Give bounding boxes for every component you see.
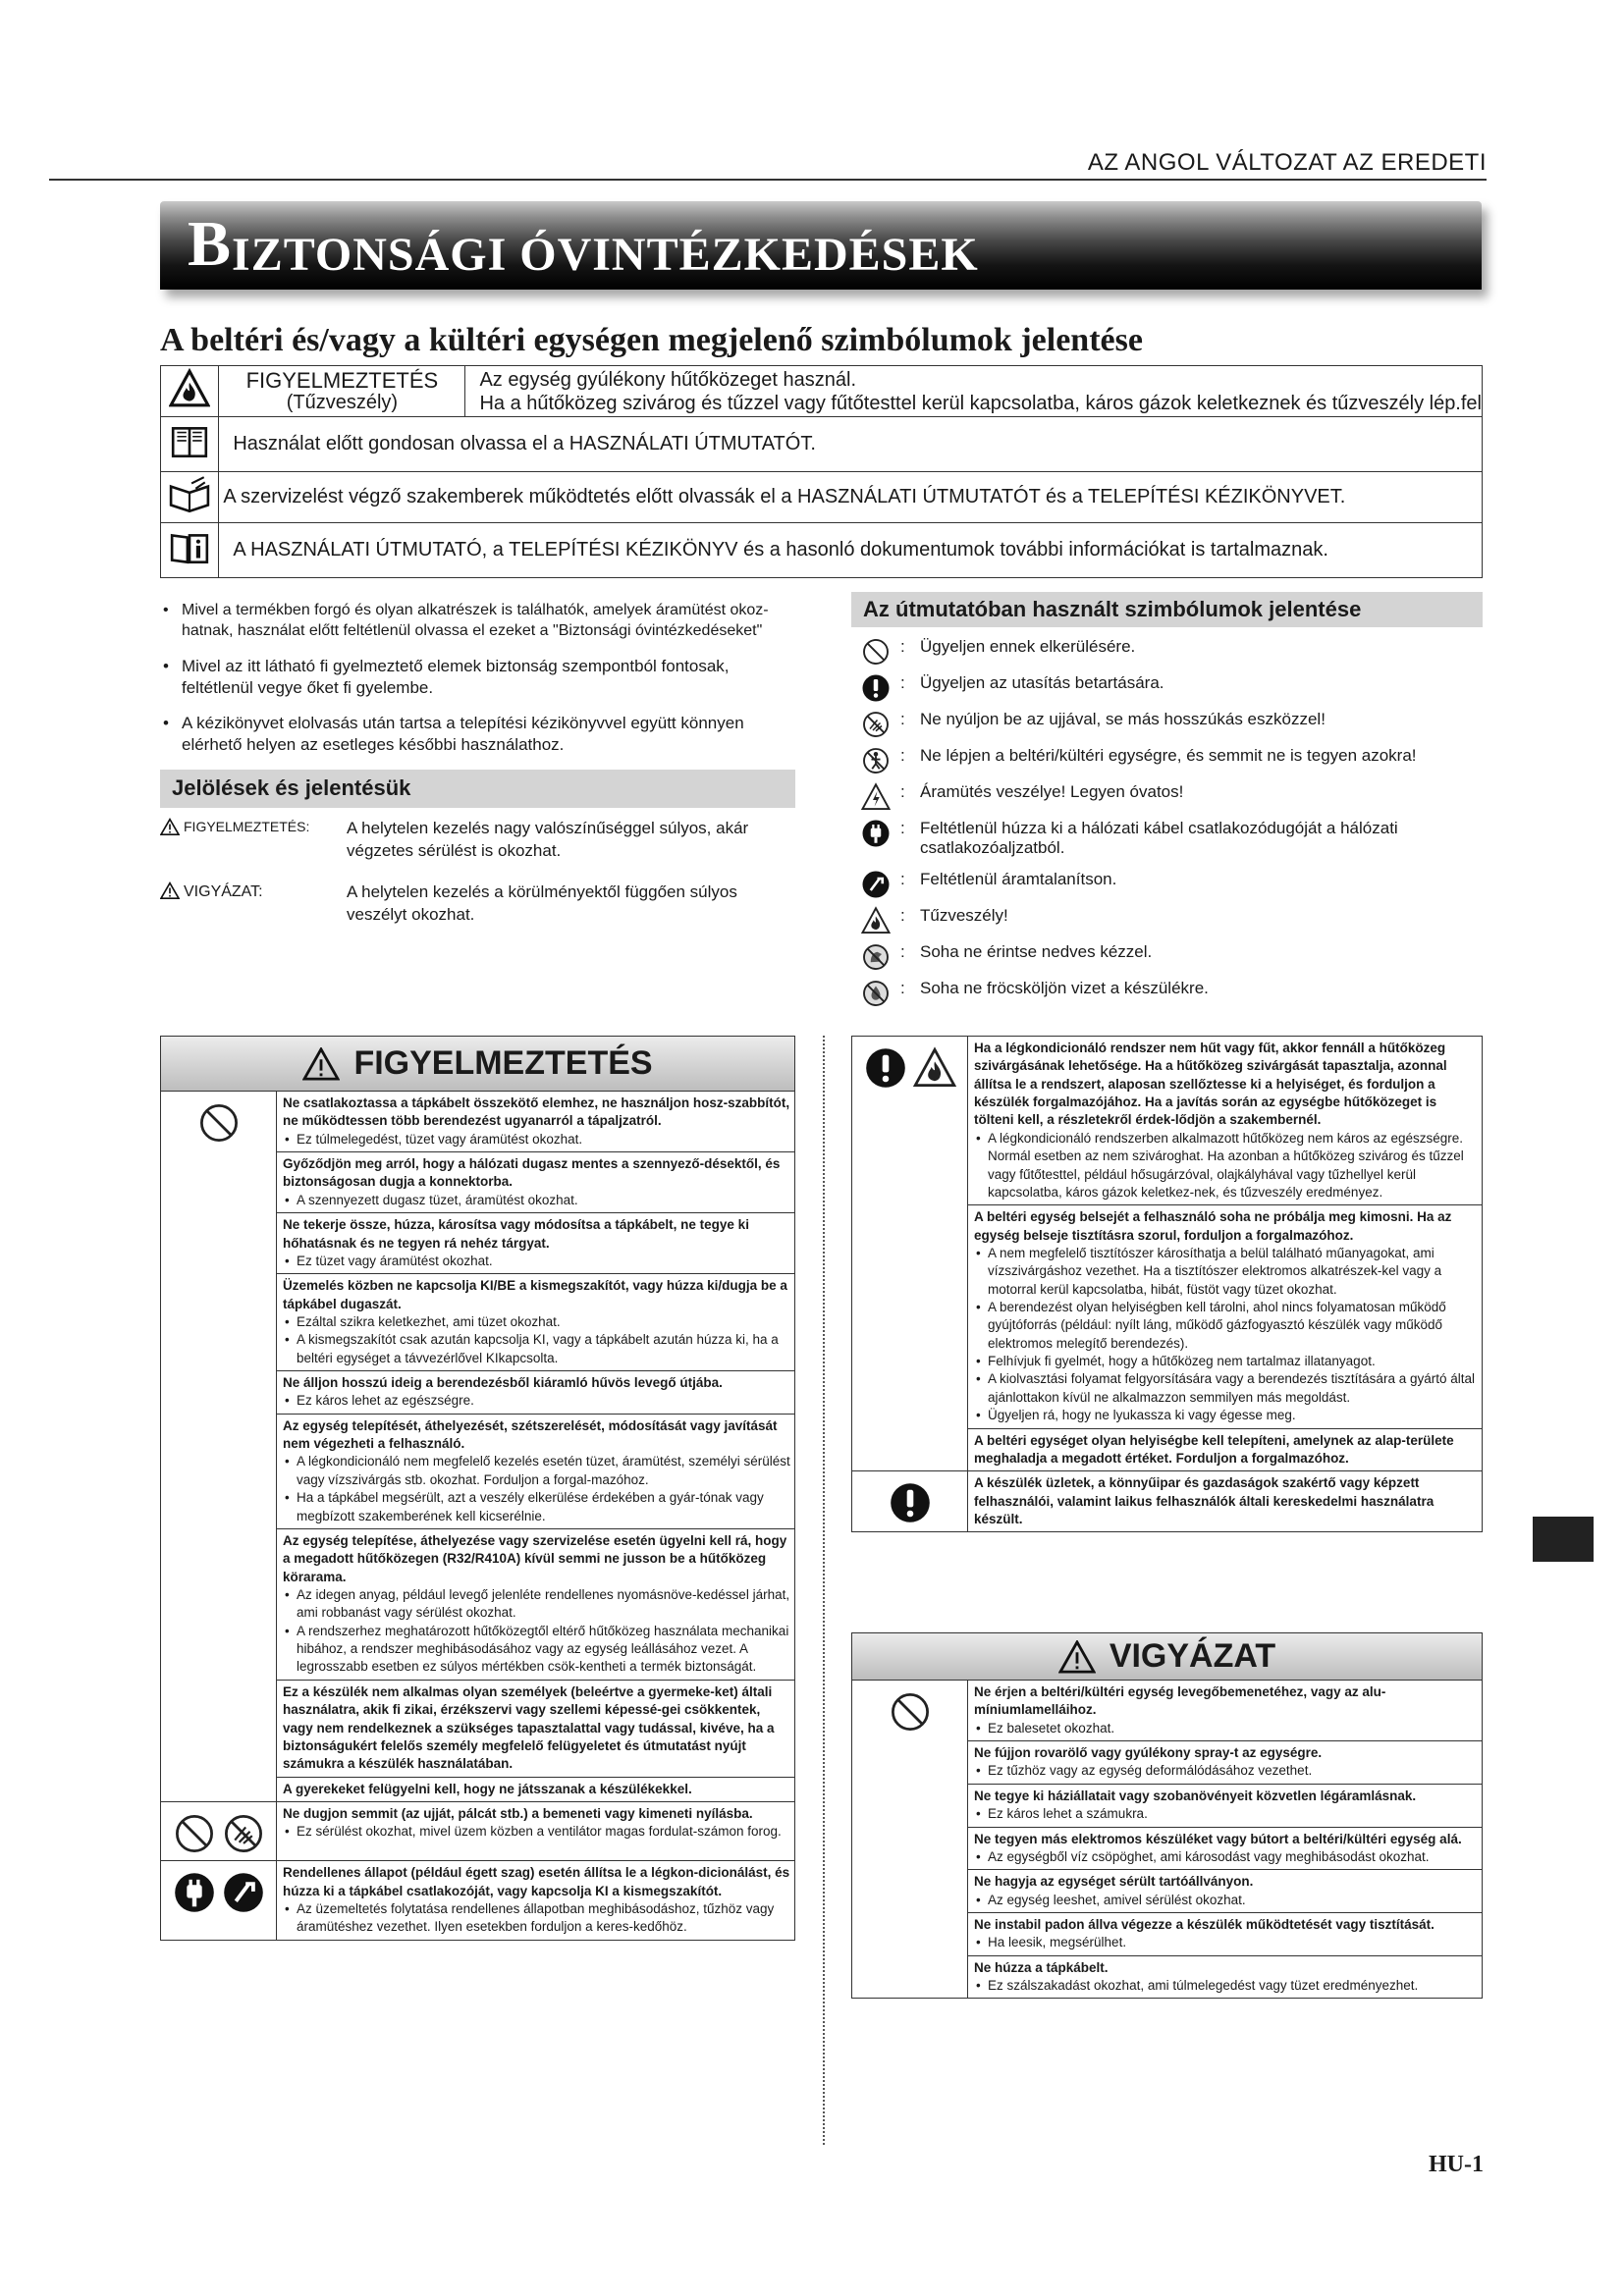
symbol-meaning: Ügyeljen az utasítás betartására. bbox=[920, 673, 1164, 692]
page-title: IZTONSÁGI ÓVINTÉZKEDÉSEK bbox=[232, 229, 979, 281]
warning-row-icons bbox=[852, 1037, 968, 1470]
title-initial: B bbox=[188, 208, 233, 280]
warning-item-note: • Ügyeljen rá, hogy ne lyukassza ki vagy égesse meg. bbox=[974, 1407, 1478, 1424]
warning-title: FIGYELMEZTETÉS bbox=[353, 1044, 653, 1083]
warning-item bbox=[277, 1415, 794, 1529]
warning-item-note: • Ez balesetet okozhat. bbox=[974, 1720, 1478, 1737]
warning-item-title: A gyerekeket felügyelni kell, hogy ne játsszanak a készülékekkel. bbox=[283, 1781, 692, 1796]
warning-item-title: Ne érjen a beltéri/kültéri egység levegőbemenetéhez, vagy az alu-míniumlamelláihoz. bbox=[974, 1684, 1386, 1718]
warning-item bbox=[968, 1828, 1482, 1871]
symbol-row bbox=[851, 637, 1483, 673]
warning-row bbox=[852, 1471, 1482, 1531]
warning-item-note: • Ez káros lehet az egészségre. bbox=[283, 1392, 790, 1410]
colon: : bbox=[900, 870, 905, 888]
caution-triangle-icon bbox=[1058, 1640, 1096, 1674]
warning-triangle-icon bbox=[302, 1047, 340, 1081]
warning-item-title: A készülék üzletek, a könnyűipar és gazdaságok szakértő vagy képzett felhasználói, valamint laikus felhasználók általi kereskedelmi használatra készült. bbox=[974, 1475, 1435, 1526]
warning-item-note: • Ez szálszakadást okozhat, ami túlmelegedést vagy tüzet eredményezhet. bbox=[974, 1977, 1478, 1995]
warning-item-note: • Ez tüzet vagy áramütést okozhat. bbox=[283, 1253, 790, 1270]
symbol-meaning: Ügyeljen ennek elkerülésére. bbox=[920, 637, 1136, 656]
warning-triangle-icon bbox=[160, 818, 180, 835]
fire-icon bbox=[851, 906, 900, 935]
warning-item bbox=[968, 1429, 1482, 1471]
prohibited-icon bbox=[197, 1101, 241, 1801]
marking-warning-text: A helytelen kezelés nagy valószínűséggel súlyos, akár végzetes sérülést is okozhat. bbox=[347, 818, 749, 860]
symbol-meaning: Áramütés veszélye! Legyen óvatos! bbox=[920, 782, 1184, 801]
markings-heading: Jelölések és jelentésük bbox=[160, 770, 795, 808]
warning-row-text bbox=[968, 1471, 1482, 1531]
warning-item-title: Ne hagyja az egységet sérült tartóállványon. bbox=[974, 1874, 1254, 1890]
no-finger-icon bbox=[222, 1812, 265, 1860]
warning-item-note: • Ha a tápkábel megsérült, azt a veszély elkerülése érdekében a gyár-tónak vagy megbízott szakemberének kell kicserélnie. bbox=[283, 1489, 790, 1525]
symbol-meaning: Soha ne fröcsköljön vizet a készülékre. bbox=[920, 979, 1209, 997]
marking-caution-text: A helytelen kezelés a körülményektől függően súlyos veszélyt okozhat. bbox=[347, 882, 737, 925]
warning-item-note: • A kismegszakítót csak azután kapcsolja KI, vagy a tápkábelt azután húzza ki, ha a beltéri egységet a távvezérlővel KIkapcsolta. bbox=[283, 1331, 790, 1367]
warning-item-title: Ne tegye ki háziállatait vagy szobanövényeit közvetlen légáramlásnak. bbox=[974, 1788, 1417, 1803]
language-tab-marker bbox=[1533, 1517, 1594, 1562]
warning-item-note: • Ez káros lehet a számukra. bbox=[974, 1805, 1478, 1823]
warn-label: FIGYELMEZTETÉS bbox=[245, 368, 439, 394]
warning-item-title: Ez a készülék nem alkalmas olyan személyek (beleértve a gyermeke-ket) általi használatra, akik fi zikai, érzékszervi vagy szellemi képessé-gei csökkentek, vagy nem rendelkeznek a szükséges tapasztalattal vagy tudással, kivéve, ha a biztonságukért felelős személy megfelelő felügyeletet és útmutatást nyújt számukra a készülék használatában. bbox=[283, 1683, 775, 1772]
intro-bullet: • A kézikönyvet elolvasás után tartsa a telepítési kézikönyvvel együtt könnyen elérhető helyen az esetleges későbbi használathoz. bbox=[160, 713, 795, 756]
caution-triangle-icon bbox=[160, 881, 180, 899]
mandatory-icon bbox=[851, 673, 900, 703]
warning-row-text bbox=[277, 1092, 794, 1801]
warning-row-text bbox=[277, 1802, 794, 1860]
warning-item-note: • Ezáltal szikra keletkezhet, ami tüzet okozhat. bbox=[283, 1313, 790, 1331]
warning-item bbox=[968, 1870, 1482, 1913]
warning-item-note: • A berendezést olyan helyiségben kell tárolni, ahol nincs folyamatosan működő gyújtóforrás (például: nyílt láng, működő gázfogyasztó készülék vagy működő elektromos melegítő berendezés). bbox=[974, 1299, 1478, 1353]
warning-row-icons bbox=[852, 1681, 968, 1998]
warning-item bbox=[968, 1205, 1482, 1428]
warning-item bbox=[277, 1371, 794, 1415]
prohibited-icon bbox=[173, 1812, 216, 1860]
manual-symbols-heading: Az útmutatóban használt szimbólumok jelentése bbox=[851, 592, 1483, 627]
header-rule bbox=[49, 179, 1487, 181]
read-manual-text: Használat előtt gondosan olvassa el a HASZNÁLATI ÚTMUTATÓT. bbox=[219, 417, 1483, 472]
symbol-meaning: Ne nyúljon be az ujjával, se más hosszúkás eszközzel! bbox=[920, 710, 1326, 728]
unit-symbols-heading: A beltéri és/vagy a kültéri egységen megjelenő szimbólumok jelentése bbox=[160, 322, 1143, 358]
warning-item bbox=[277, 1274, 794, 1371]
warning-item-title: Az egység telepítését, áthelyezését, szétszerelését, módosítását vagy javítását nem végezheti a felhasználó. bbox=[283, 1417, 778, 1452]
warning-item-note: • Az egység leeshet, amivel sérülést okozhat. bbox=[974, 1892, 1478, 1909]
warning-item-title: Ne tekerje össze, húzza, károsítsa vagy módosítsa a tápkábelt, ne tegye ki hőhatásnak és ne tegyen rá nehéz tárgyat. bbox=[283, 1217, 749, 1251]
warning-row bbox=[161, 1092, 794, 1802]
symbol-row bbox=[851, 746, 1483, 782]
symbol-row bbox=[851, 906, 1483, 942]
intro-bullet: • Mivel az itt látható fi gyelmeztető elemek biztonság szempontból fontosak, feltétlenül vegye őket fi gyelembe. bbox=[160, 656, 795, 699]
warning-item-title: A beltéri egységet olyan helyiségbe kell telepíteni, amelynek az alap-területe meghaladja a megadott értéket. Forduljon a forgalmazóhoz. bbox=[974, 1432, 1454, 1466]
warning-item bbox=[968, 1956, 1482, 1999]
warning-item bbox=[277, 1681, 794, 1778]
warning-header bbox=[161, 1037, 794, 1092]
warning-item-title: A beltéri egység belsejét a felhasználó soha ne próbálja meg kimosni. Ha az egység belseje tisztításra szorul, forduljon a forgalmazóhoz. bbox=[974, 1209, 1452, 1243]
warning-item-title: Ne álljon hosszú ideig a berendezésből kiáramló hűvös levegő útjába. bbox=[283, 1375, 723, 1391]
warning-item bbox=[968, 1913, 1482, 1956]
colon: : bbox=[900, 979, 905, 997]
intro-column bbox=[160, 601, 795, 927]
warning-item-title: Az egység telepítése, áthelyezése vagy szervizelése esetén ügyelni kell rá, hogy a megadott hűtőközegen (R32/R410A) kívül semmi ne jusson be a hűtőközeg körarama. bbox=[283, 1532, 787, 1584]
book-icon bbox=[161, 417, 219, 472]
warning-item-note: • A kiolvasztási folyamat felgyorsítására vagy a berendezés tisztítására a gyártó által ajánlottakon kívül ne alkalmazzon semmilyen más megoldást. bbox=[974, 1370, 1478, 1407]
colon: : bbox=[900, 746, 905, 765]
intro-bullet: • Mivel a termékben forgó és olyan alkatrészek is találhatók, amelyek áramütést okoz-hatnak, használat előtt feltétlenül olvassa el ezeket a "Biztonsági óvintézkedéseket" bbox=[160, 601, 795, 642]
colon: : bbox=[900, 819, 905, 837]
warning-row-icons bbox=[852, 1471, 968, 1531]
warning-row bbox=[161, 1861, 794, 1939]
warning-item-note: • A rendszerhez meghatározott hűtőközegtől eltérő hűtőközeg használata mechanikai hibához, a rendszer meghibásodásához vagy az egység leállásához vezet. A legrosszabb esetben ez súlyos mértékben csök-kentheti a termék biztonságát. bbox=[283, 1623, 790, 1677]
symbol-meaning: Feltétlenül áramtalanítson. bbox=[920, 870, 1117, 888]
manual-symbols-column bbox=[851, 592, 1483, 1015]
prohibited-icon bbox=[851, 637, 900, 667]
warning-row bbox=[852, 1037, 1482, 1471]
warning-row bbox=[161, 1802, 794, 1861]
warning-item-note: • Felhívjuk fi gyelmét, hogy a hűtőközeg nem tartalmaz illatanyagot. bbox=[974, 1353, 1478, 1370]
symbol-meaning: Ne lépjen a beltéri/kültéri egységre, és semmit ne is tegyen azokra! bbox=[920, 746, 1417, 765]
colon: : bbox=[900, 637, 905, 656]
warning-item-note: • A szennyezett dugasz tüzet, áramütést okozhat. bbox=[283, 1192, 790, 1209]
warning-item-title: Győződjön meg arról, hogy a hálózati dugasz mentes a szennyező-désektől, és biztonságosan dugja a konnektorba. bbox=[283, 1156, 781, 1190]
warning-row-icons bbox=[161, 1802, 277, 1860]
symbol-row bbox=[851, 819, 1483, 870]
marking-caution bbox=[160, 881, 795, 927]
warn-label-cell bbox=[219, 366, 465, 417]
colon: : bbox=[900, 782, 905, 801]
fire-icon bbox=[913, 1046, 956, 1470]
no-wet-hands-icon bbox=[851, 942, 900, 972]
info-book-icon bbox=[161, 523, 219, 578]
service-manual-text: A szervizelést végző szakemberek működtetés előtt olvassák el a HASZNÁLATI ÚTMUTATÓT és a TELEPÍTÉSI KÉZIKÖNYVET. bbox=[219, 472, 1483, 523]
warning-item-title: Ne instabil padon állva végezze a készülék működtetését vagy tisztítását. bbox=[974, 1916, 1435, 1932]
column-divider bbox=[823, 1036, 825, 2145]
warning-item-title: Ne húzza a tápkábelt. bbox=[974, 1959, 1109, 1975]
symbol-row bbox=[851, 870, 1483, 906]
warning-item-title: Üzemelés közben ne kapcsolja KI/BE a kismegszakítót, vagy húzza ki/dugja be a tápkábel dugaszát. bbox=[283, 1278, 787, 1311]
warning-item-note: • A légkondicionáló rendszerben alkalmazott hűtőközeg nem káros az egészségre. Normál esetben az nem szivároghat. Ha azonban a hűtőközeg szivárog és tűzzel vagy fűtőtesttel, például hősugárzóval, olajkályhával vagy tűzhellyel kerül kapcsolatba, káros gázok keletkez-nek, és tűzveszély eredményez. bbox=[974, 1130, 1478, 1201]
colon: : bbox=[900, 710, 905, 728]
warning-item-note: • Ez tűzhöz vagy az egység deformálódásához vezethet. bbox=[974, 1762, 1478, 1780]
power-off-icon bbox=[222, 1871, 265, 1939]
warning-item-note: • A nem megfelelő tisztítószer károsíthatja a belül található műanyagokat, ami vízszivárgáshoz vezethet. Ha a tisztítószer elektromos alkatrészek-kel vagy a motorral kerül kapcsolatba, hibát, füstöt vagy tüzet okozhat. bbox=[974, 1245, 1478, 1299]
warning-box-left bbox=[160, 1036, 795, 1941]
warn-line-1: Az egység gyúlékony hűtőközeget használ. bbox=[479, 368, 857, 391]
caution-header bbox=[852, 1633, 1482, 1681]
warning-item-note: • A légkondicionáló nem megfelelő kezelés esetén tüzet, áramütést, személyi sérülést vagy vízszivárgás stb. okozhat. Forduljon a forgal-mazóhoz. bbox=[283, 1453, 790, 1489]
marking-warning bbox=[160, 818, 795, 863]
warn-sublabel: (Tűzveszély) bbox=[286, 391, 399, 413]
warning-item-note: • Az egységből víz csöpöghet, ami károsodást vagy meghibásodást okozhat. bbox=[974, 1848, 1478, 1866]
colon: : bbox=[900, 673, 905, 692]
warning-item bbox=[968, 1037, 1482, 1205]
warn-line-2: Ha a hűtőközeg szivárog és tűzzel vagy fűtőtesttel kerül kapcsolatba, káros gázok keletkeznek és tűzveszély lép.fel bbox=[479, 392, 1482, 414]
warning-box-right bbox=[851, 1036, 1483, 1532]
warning-item bbox=[277, 1092, 794, 1152]
unplug-icon bbox=[851, 819, 900, 848]
no-water-icon bbox=[851, 979, 900, 1008]
warning-item-title: Ne dugjon semmit (az ujját, pálcát stb.) a bemeneti vagy kimeneti nyílásba. bbox=[283, 1805, 753, 1821]
warning-item-title: Ne tegyen más elektromos készüléket vagy bútort a beltéri/kültéri egység alá. bbox=[974, 1831, 1462, 1846]
symbol-row bbox=[851, 782, 1483, 819]
warning-row-icons bbox=[161, 1861, 277, 1939]
warning-item bbox=[277, 1529, 794, 1681]
warning-item-note: • Ha leesik, megsérülhet. bbox=[974, 1934, 1478, 1951]
symbol-meaning: Feltétlenül húzza ki a hálózati kábel csatlakozódugóját a hálózati csatlakozóaljzatból. bbox=[920, 819, 1398, 857]
warn-description bbox=[465, 366, 1483, 417]
symbol-row bbox=[851, 942, 1483, 979]
manual-symbols-list bbox=[851, 637, 1483, 1015]
warning-item bbox=[968, 1471, 1482, 1531]
warning-item-title: Rendellenes állapot (például égett szag) esetén állítsa le a légkon-dicionálást, és húzza ki a tápkábel csatlakozóját, vagy kapcsolja KI a kismegszakítót. bbox=[283, 1865, 790, 1898]
fire-warning-icon bbox=[161, 366, 219, 417]
power-off-icon bbox=[851, 870, 900, 899]
caution-box bbox=[851, 1632, 1483, 1999]
unit-symbols-table bbox=[160, 365, 1483, 578]
warning-row-text bbox=[968, 1037, 1482, 1470]
symbol-meaning: Tűzveszély! bbox=[920, 906, 1008, 925]
warning-row-text bbox=[277, 1861, 794, 1939]
no-finger-icon bbox=[851, 710, 900, 739]
colon: : bbox=[900, 942, 905, 961]
open-manual-icon bbox=[161, 472, 219, 523]
symbol-row bbox=[851, 673, 1483, 710]
warning-item bbox=[968, 1785, 1482, 1828]
more-info-text: A HASZNÁLATI ÚTMUTATÓ, a TELEPÍTÉSI KÉZIKÖNYV és a hasonló dokumentumok további információkat is tartalmaznak. bbox=[219, 523, 1483, 578]
symbol-row bbox=[851, 979, 1483, 1015]
mandatory-icon bbox=[889, 1481, 932, 1531]
symbol-row bbox=[851, 710, 1483, 746]
warning-item bbox=[277, 1778, 794, 1801]
prohibited-icon bbox=[889, 1690, 932, 1998]
version-note: AZ ANGOL VÁLTOZAT AZ EREDETI bbox=[1087, 149, 1487, 176]
warning-item-title: Ne fújjon rovarölő vagy gyúlékony spray-t az egységre. bbox=[974, 1745, 1323, 1761]
warning-item-note: • Az idegen anyag, például levegő jelenléte rendellenes nyomásnöve-kedéssel járhat, ami robbanást vagy sérülést okozhat. bbox=[283, 1586, 790, 1623]
warning-row-icons bbox=[161, 1092, 277, 1801]
mandatory-icon bbox=[864, 1046, 907, 1470]
intro-bullets bbox=[160, 601, 795, 756]
warning-item bbox=[277, 1861, 794, 1939]
no-step-icon bbox=[851, 746, 900, 775]
shock-icon bbox=[851, 782, 900, 812]
page-number: HU-1 bbox=[1429, 2152, 1484, 2177]
warning-item bbox=[968, 1741, 1482, 1785]
warning-item bbox=[277, 1152, 794, 1213]
page-title-bar bbox=[160, 201, 1482, 290]
marking-warning-key: FIGYELMEZTETÉS: bbox=[184, 818, 310, 834]
colon: : bbox=[900, 906, 905, 925]
warning-item-title: Ha a légkondicionáló rendszer nem hűt vagy fűt, akkor fennáll a hűtőközeg szivárgásának lehetősége. Ha a hűtőközeg szivárgását tapasztalja, azonnal állítsa le a rendszert, alaposan szellőztesse ki a helyiséget, és forduljon a készülék forgalmazójához. Ha a javítás során az egységbe hűtőközeget is tölteni kell, a részletekről érdek-lődjön a szakembernél. bbox=[974, 1041, 1447, 1128]
warning-item bbox=[277, 1213, 794, 1274]
warning-item bbox=[277, 1802, 794, 1844]
symbol-meaning: Soha ne érintse nedves kézzel. bbox=[920, 942, 1153, 961]
warning-item-title: Ne csatlakoztassa a tápkábelt összekötő elemhez, ne használjon hosz-szabbítót, ne működtessen több berendezést ugyanarról a tápaljzatról. bbox=[283, 1095, 790, 1129]
warning-row-text bbox=[968, 1681, 1482, 1998]
marking-caution-key: VIGYÁZAT: bbox=[184, 883, 263, 901]
warning-item bbox=[968, 1681, 1482, 1741]
warning-row bbox=[852, 1681, 1482, 1998]
warning-item-note: • Az üzemeltetés folytatása rendellenes állapotban meghibásodáshoz, tűzhöz vagy áramütéshez vezethet. Ilyen esetekben forduljon a keres-kedőhöz. bbox=[283, 1900, 790, 1937]
warning-item-note: • Ez túlmelegedést, tüzet vagy áramütést okozhat. bbox=[283, 1131, 790, 1148]
unplug-icon bbox=[173, 1871, 216, 1939]
caution-title: VIGYÁZAT bbox=[1109, 1637, 1276, 1676]
warning-item-note: • Ez sérülést okozhat, mivel üzem közben a ventilátor magas fordulat-számon forog. bbox=[283, 1823, 790, 1841]
